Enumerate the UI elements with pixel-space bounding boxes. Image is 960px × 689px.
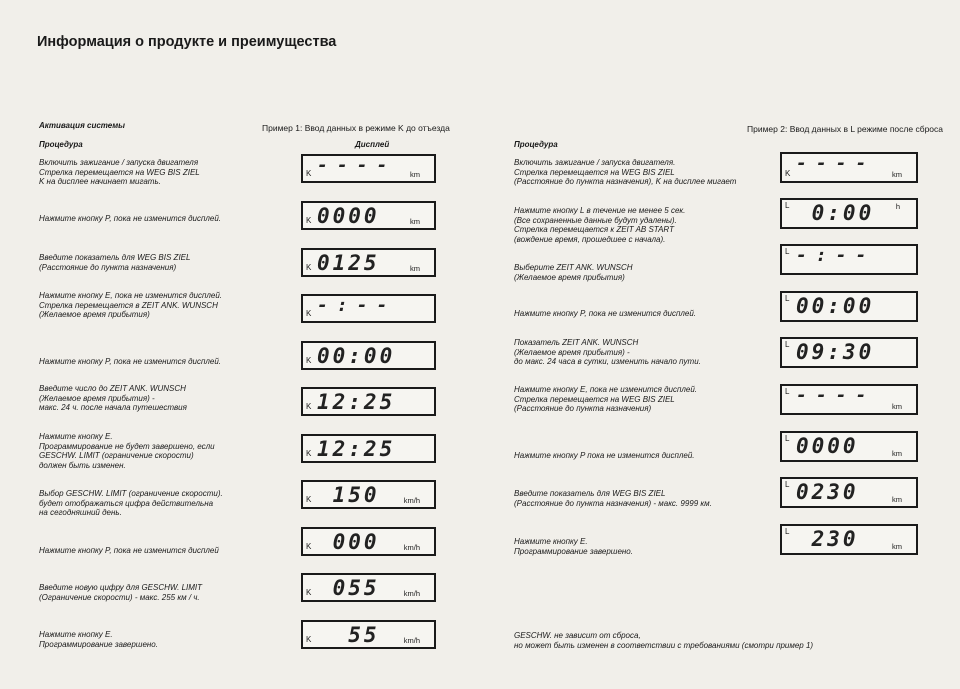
activation-heading: Активация системы	[39, 121, 125, 130]
left-display-9	[301, 527, 436, 556]
left-step-3: Введите показатель для WEG BIS ZIEL (Расстояние до пункта назначения)	[39, 253, 191, 272]
right-step-4: Нажмите кнопку P, пока не изменится дисплей.	[514, 309, 696, 318]
display-prefix: L	[785, 294, 790, 303]
left-step-1: Включить зажигание / запуска двигателя Стрелка перемещается на WEG BIS ZIEL K на дисплее начинает мигать.	[39, 158, 200, 186]
right-step-10: GESCHW. не зависит от сброса, но может быть изменен в соответствии с требованиями (смотри пример 1)	[514, 631, 814, 650]
left-step-8: Выбор GESCHW. LIMIT (ограничение скорости). будет отображаться цифра действительна на сегодняшний день.	[39, 489, 223, 517]
display-unit: km	[892, 542, 902, 551]
right-step-9: Нажмите кнопку E. Программирование завершено.	[514, 537, 633, 556]
page-title: Информация о продукте и преимущества	[37, 34, 337, 50]
right-step-1: Включить зажигание / запуска двигателя. Стрелка перемещается на WEG BIS ZIEL (Расстояние до пункта назначения), K на дисплее мигает	[514, 158, 737, 186]
right-display-6	[780, 384, 918, 415]
right-display-9	[780, 524, 918, 555]
display-digits: 230	[796, 527, 859, 551]
display-digits: 0000	[317, 204, 380, 228]
display-prefix: K	[306, 309, 312, 318]
right-step-2: Нажмите кнопку L в течение не менее 5 сек. (Все сохраненные данные будут удалены). Стрелка перемещается к ZEIT AB START (вождение время, прошедшее с начала).	[514, 206, 686, 244]
left-step-4: Нажмите кнопку E, пока не изменится дисплей. Стрелка перемещается в ZEIT ANK. WUNSCH (Желаемое время прибытия)	[39, 291, 223, 319]
display-prefix: K	[306, 495, 312, 504]
display-digits: 12:25	[317, 390, 396, 414]
left-step-10: Введите новую цифру для GESCHW. LIMIT (Ограничение скорости) - макс. 255 км / ч.	[39, 583, 203, 602]
right-display-1	[780, 152, 918, 183]
display-prefix: L	[785, 387, 790, 396]
display-prefix: L	[785, 480, 790, 489]
right-step-7: Нажмите кнопку P пока не изменится дисплей.	[514, 451, 695, 460]
display-digits: ----	[796, 153, 876, 174]
display-prefix: K	[306, 588, 312, 597]
display-prefix: K	[306, 263, 312, 272]
display-digits: ----	[796, 385, 876, 406]
left-step-9: Нажмите кнопку P, пока не изменится дисплей	[39, 546, 219, 555]
left-step-5: Нажмите кнопку P, пока не изменится дисплей.	[39, 357, 221, 366]
display-unit: km/h	[403, 543, 420, 552]
display-digits: 055	[317, 576, 380, 600]
left-display-header: Дисплей	[355, 140, 390, 149]
display-digits: 0:00	[796, 201, 875, 225]
right-display-5	[780, 337, 918, 368]
left-procedure-header: Процедура	[39, 140, 83, 149]
left-step-11: Нажмите кнопку E. Программирование завершено.	[39, 630, 158, 649]
left-display-6	[301, 387, 436, 416]
example-1-heading: Пример 1: Ввод данных в режиме K до отъезда	[262, 123, 450, 133]
left-step-2: Нажмите кнопку P, пока не изменится дисплей.	[39, 214, 221, 223]
display-prefix: L	[785, 340, 790, 349]
right-procedure-header: Процедура	[514, 140, 558, 149]
display-unit: km	[410, 217, 420, 226]
display-digits: 000	[317, 530, 380, 554]
display-digits: -:--	[796, 245, 876, 266]
right-step-5: Показатель ZEIT ANK. WUNSCH (Желаемое время прибытия) - до макс. 24 часа в сутки, изменить начало пути.	[514, 338, 701, 366]
display-prefix: K	[306, 169, 312, 178]
left-display-3	[301, 248, 436, 277]
display-digits: 55	[317, 623, 380, 647]
example-2-heading: Пример 2: Ввод данных в L режиме после сброса	[747, 124, 943, 134]
display-digits: 0230	[796, 480, 859, 504]
display-prefix: K	[306, 356, 312, 365]
left-step-7: Нажмите кнопку E. Программирование не будет завершено, если GESCHW. LIMIT (ограничение скорости) должен быть изменен.	[39, 432, 215, 470]
right-step-6: Нажмите кнопку E, пока не изменится дисплей. Стрелка перемещается на WEG BIS ZIEL (Расстояние до пункта назначения)	[514, 385, 698, 413]
display-unit: km	[892, 449, 902, 458]
display-digits: 09:30	[796, 340, 875, 364]
right-step-8: Введите показатель для WEG BIS ZIEL (Расстояние до пункта назначения) - макс. 9999 км.	[514, 489, 712, 508]
display-digits: 00:00	[796, 294, 875, 318]
right-display-2	[780, 198, 918, 229]
left-display-7	[301, 434, 436, 463]
display-unit: km/h	[403, 496, 420, 505]
display-digits: 0125	[317, 251, 380, 275]
left-display-1	[301, 154, 436, 183]
left-display-11	[301, 620, 436, 649]
display-prefix: L	[785, 247, 790, 256]
display-digits: ----	[317, 155, 397, 176]
display-prefix: K	[785, 169, 791, 178]
display-prefix: L	[785, 201, 790, 210]
display-digits: 12:25	[317, 437, 396, 461]
left-display-2	[301, 201, 436, 230]
right-display-8	[780, 477, 918, 508]
right-display-4	[780, 291, 918, 322]
display-prefix: K	[306, 216, 312, 225]
right-display-3	[780, 244, 918, 275]
display-prefix: L	[785, 527, 790, 536]
display-unit: km	[892, 170, 902, 179]
left-display-10	[301, 573, 436, 602]
display-prefix: K	[306, 449, 312, 458]
display-prefix: K	[306, 542, 312, 551]
display-unit: km	[892, 402, 902, 411]
display-unit: km	[892, 495, 902, 504]
display-unit: km/h	[403, 589, 420, 598]
display-digits: 0000	[796, 434, 859, 458]
display-unit: km	[410, 264, 420, 273]
right-step-3: Выберите ZEIT ANK. WUNSCH (Желаемое время прибытия)	[514, 263, 633, 282]
display-unit: h	[895, 202, 900, 211]
display-digits: 00:00	[317, 344, 396, 368]
display-unit: km/h	[403, 636, 420, 645]
left-display-5	[301, 341, 436, 370]
right-display-7	[780, 431, 918, 462]
left-display-4	[301, 294, 436, 323]
display-digits: 150	[317, 483, 380, 507]
left-display-8	[301, 480, 436, 509]
display-prefix: L	[785, 434, 790, 443]
display-unit: km	[410, 170, 420, 179]
display-prefix: K	[306, 635, 312, 644]
display-digits: -:--	[317, 295, 397, 316]
left-step-6: Введите число до ZEIT ANK. WUNSCH (Желаемое время прибытия) - макс. 24 ч. после начала путешествия	[39, 384, 187, 412]
display-prefix: K	[306, 402, 312, 411]
